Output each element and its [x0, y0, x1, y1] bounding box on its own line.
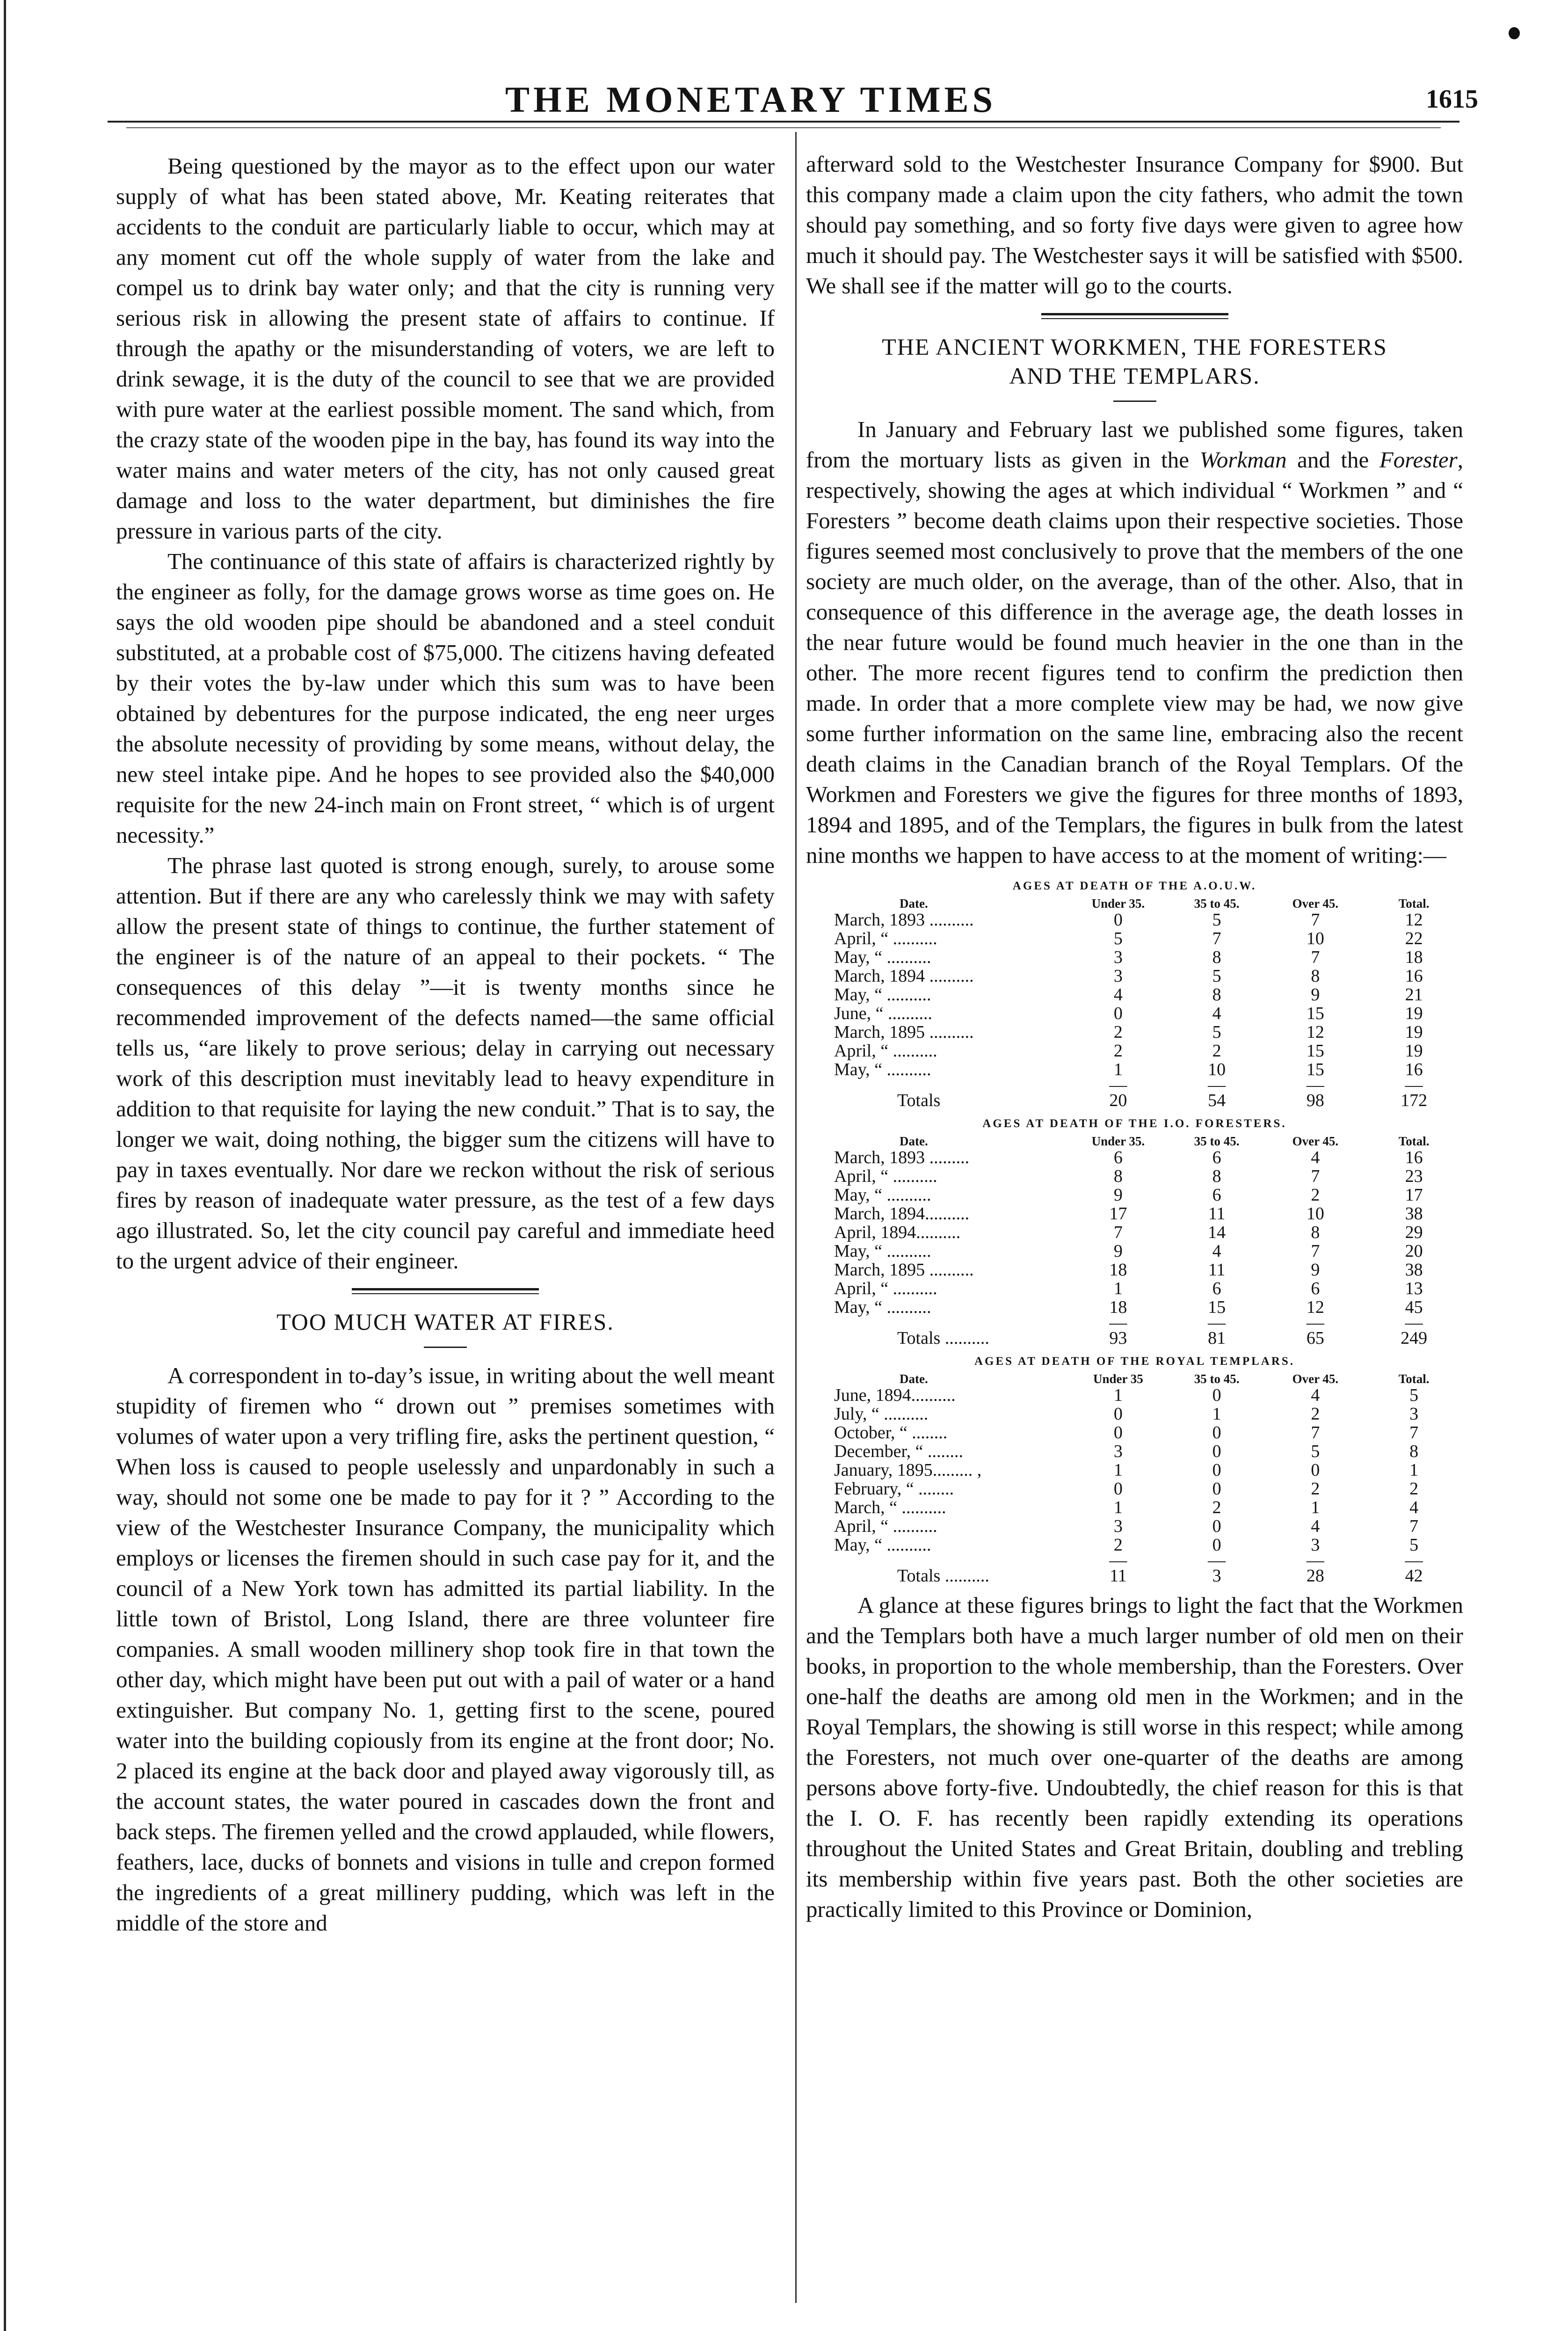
total-value: 249: [1401, 1328, 1428, 1348]
total-value: 98: [1306, 1091, 1324, 1110]
cell-value: 8: [1212, 985, 1221, 1005]
column-rule: [795, 132, 797, 2303]
cell-value: 0: [1212, 1460, 1221, 1480]
rule-cell: —: [1109, 1313, 1127, 1333]
publication-name: Forester: [1379, 447, 1458, 473]
row-date: October, “ ........: [834, 1423, 948, 1442]
rule-cell: —: [1306, 1551, 1324, 1570]
column-header: Date.: [900, 1372, 928, 1386]
cell-value: 4: [1409, 1498, 1419, 1517]
cell-value: 18: [1405, 947, 1423, 967]
text-run: In January and February last we published some figures, taken from the mortuary lists as given in the: [806, 416, 1463, 473]
cell-value: 3: [1113, 1516, 1123, 1536]
row-date: March, “ ..........: [834, 1498, 946, 1517]
total-value: 42: [1405, 1566, 1423, 1586]
column-header: Under 35.: [1091, 1134, 1145, 1148]
cell-value: 5: [1113, 929, 1123, 948]
cell-value: 22: [1405, 929, 1423, 948]
row-date: March, 1894..........: [834, 1204, 970, 1224]
table-header-row: [806, 1134, 1463, 1148]
cell-value: 5: [1311, 1442, 1320, 1461]
page-number: 1615: [1426, 85, 1478, 114]
cell-value: 0: [1311, 1460, 1320, 1480]
column-header: Under 35.: [1091, 896, 1145, 911]
cell-value: 16: [1405, 1148, 1423, 1167]
totals-row: [806, 1091, 1463, 1110]
rule-cell: —: [1208, 1313, 1226, 1333]
cell-value: 1: [1113, 1385, 1123, 1405]
heading-rule: [424, 1347, 467, 1348]
table-row: [806, 985, 1463, 1004]
cell-value: 7: [1311, 1241, 1320, 1261]
rule-cell: —: [1405, 1313, 1423, 1333]
table-row: [806, 1060, 1463, 1079]
ink-blot: [1509, 27, 1520, 39]
table-row: [806, 1242, 1463, 1260]
article-heading: TOO MUCH WATER AT FIRES.: [276, 1309, 614, 1335]
table-row: [806, 1204, 1463, 1223]
cell-value: 4: [1311, 1516, 1320, 1536]
row-date: December, “ ........: [834, 1442, 963, 1461]
table-row: [806, 1023, 1463, 1042]
cell-value: 8: [1311, 966, 1320, 986]
cell-value: 17: [1109, 1204, 1127, 1224]
total-value: 3: [1212, 1566, 1221, 1586]
totals-rule-row: [806, 1079, 1463, 1091]
mortality-tables: [806, 878, 1463, 1585]
rule-cell: —: [1109, 1075, 1127, 1095]
article-heading: [806, 332, 1463, 390]
row-date: April, 1894..........: [834, 1223, 961, 1242]
text-run: , respectively, showing the ages at which individual “ Workmen ” and “ Foresters ” become death claims upon their respective societies. Those figures seemed most conclusively to prove that the members of the one society are much older, on the average, than of the other. Also, that in consequence of this difference in the average age, the death losses in the near future would be found much heavier in the one than in the other. The more recent figures tend to confirm the prediction then made. In order that a more complete view may be had, we now give some further information on the same line, embracing also the recent death claims in the Canadian branch of the Royal Templars. Of the Workmen and Foresters we give the figures for three months of 1893, 1894 and 1895, and of the Templars, the figures in bulk from the latest nine months we happen to have access to at the moment of writing:—: [806, 447, 1463, 868]
table-row: [806, 1148, 1463, 1167]
cell-value: 11: [1208, 1260, 1226, 1280]
cell-value: 2: [1113, 1041, 1123, 1061]
masthead: THE MONETARY TIMES: [505, 79, 996, 120]
rule-cell: —: [1405, 1551, 1423, 1570]
cell-value: 1: [1113, 1460, 1123, 1480]
cell-value: 5: [1212, 1022, 1221, 1042]
cell-value: 10: [1208, 1060, 1226, 1079]
cell-value: 2: [1212, 1041, 1221, 1061]
cell-value: 29: [1405, 1223, 1423, 1242]
rule-cell: [806, 1317, 1069, 1329]
totals-label: Totals ..........: [897, 1328, 989, 1348]
cell-value: 38: [1405, 1204, 1423, 1224]
cell-value: 6: [1212, 1185, 1221, 1205]
total-value: 54: [1208, 1091, 1226, 1110]
rule-cell: [806, 1554, 1069, 1566]
cell-value: 7: [1311, 947, 1320, 967]
cell-value: 7: [1311, 1423, 1320, 1442]
column-header: Over 45.: [1292, 1134, 1339, 1148]
total-value: 81: [1208, 1328, 1226, 1348]
column-header: Total.: [1398, 1134, 1430, 1148]
totals-rule-row: [806, 1317, 1463, 1329]
cell-value: 8: [1311, 1223, 1320, 1242]
cell-value: 9: [1113, 1241, 1123, 1261]
cell-value: 6: [1212, 1148, 1221, 1167]
cell-value: 17: [1405, 1185, 1423, 1205]
cell-value: 0: [1212, 1479, 1221, 1499]
cell-value: 5: [1212, 966, 1221, 986]
cell-value: 16: [1405, 966, 1423, 986]
publication-name: Workman: [1199, 447, 1287, 473]
cell-value: 4: [1212, 1004, 1221, 1023]
cell-value: 23: [1405, 1166, 1423, 1186]
cell-value: 0: [1212, 1423, 1221, 1442]
row-date: April, “ ..........: [834, 1516, 937, 1536]
right-column: [806, 149, 1463, 1924]
paragraph: The phrase last quoted is strong enough, surely, to arouse some attention. But if there are any who carelessly think we may with safety allow the present state of things to continue, the further statement of the engineer is of the nature of an appeal to their pockets. “ The consequences of this delay ”—it is twenty months since he recommended improvement of the defects named—the same official tells us, “are likely to prove serious; delay in carrying out necessary work of this description must inevitably lead to heavy expenditure in addition to that requisite for laying the new conduit.” That is to say, the longer we wait, doing nothing, the bigger sum the citizens will have to pay in taxes eventually. Nor dare we reckon without the risk of serious fires by reason of inadequate water pressure, as the test of a few days ago illustrated. So, let the city council pay careful and immediate heed to the urgent advice of their engineer.: [116, 852, 775, 1274]
cell-value: 19: [1405, 1041, 1423, 1061]
heading-rule: [1113, 401, 1156, 402]
row-date: June, 1894..........: [834, 1385, 956, 1405]
table-row: [806, 1423, 1463, 1442]
table-row: [806, 929, 1463, 948]
row-date: May, “ ..........: [834, 947, 931, 967]
rule-cell: —: [1208, 1551, 1226, 1570]
row-date: June, “ ..........: [834, 1004, 933, 1023]
table-row: [806, 1167, 1463, 1186]
cell-value: 3: [1113, 1442, 1123, 1461]
cell-value: 3: [1113, 947, 1123, 967]
cell-value: 5: [1212, 910, 1221, 930]
paragraph: afterward sold to the Westchester Insurance Company for $900. But this company made a claim upon the city fathers, who admit the town should pay something, and so forty five days were given to agree how much it should pay. The Westchester says it will be satisfied with $500. We shall see if the matter will go to the courts.: [806, 151, 1463, 299]
row-date: April, “ ..........: [834, 1279, 937, 1298]
cell-value: 11: [1208, 1204, 1226, 1224]
cell-value: 5: [1409, 1535, 1419, 1555]
table-row: [806, 1536, 1463, 1554]
cell-value: 12: [1306, 1297, 1324, 1317]
cell-value: 4: [1212, 1241, 1221, 1261]
row-date: April, “ ..........: [834, 929, 937, 948]
row-date: March, 1895 ..........: [834, 1022, 974, 1042]
total-value: 93: [1109, 1328, 1127, 1348]
column-header: Date.: [900, 896, 928, 911]
cell-value: 20: [1405, 1241, 1423, 1261]
row-date: March, 1893 ..........: [834, 910, 974, 930]
row-date: May, “ ..........: [834, 1535, 931, 1555]
row-date: May, “ ..........: [834, 1060, 931, 1079]
row-date: March, 1895 ..........: [834, 1260, 974, 1280]
table-row: [806, 1405, 1463, 1423]
cell-value: 0: [1212, 1535, 1221, 1555]
cell-value: 0: [1113, 1004, 1123, 1023]
cell-value: 21: [1405, 985, 1423, 1005]
total-value: 172: [1401, 1091, 1428, 1110]
table-row: [806, 1298, 1463, 1317]
table-row: [806, 1279, 1463, 1298]
total-value: 28: [1306, 1566, 1324, 1586]
cell-value: 7: [1409, 1516, 1419, 1536]
column-header: Over 45.: [1292, 896, 1339, 911]
total-value: 20: [1109, 1091, 1127, 1110]
row-date: May, “ ..........: [834, 1241, 931, 1261]
cell-value: 7: [1113, 1223, 1123, 1242]
paragraph: A glance at these figures brings to light the fact that the Workmen and the Templars both have a much larger number of old men on their books, in proportion to the whole membership, than the Foresters. Over one-half the deaths are among old men in the Workmen; and in the Royal Templars, the showing is still worse in this respect; while among the Foresters, not much over one-quarter of the deaths are among persons above forty-five. Undoubtedly, the chief reason for this is that the I. O. F. has recently been rapidly extending its operations throughout the United States and Great Britain, doubling and trebling its membership within five years past. Both the other societies are practically limited to this Province or Dominion,: [806, 1592, 1463, 1922]
row-date: July, “ ..........: [834, 1404, 929, 1424]
cell-value: 7: [1409, 1423, 1419, 1442]
table-row: [806, 1461, 1463, 1479]
cell-value: 7: [1311, 910, 1320, 930]
cell-value: 8: [1409, 1442, 1419, 1461]
cell-value: 3: [1113, 966, 1123, 986]
table-row: [806, 1260, 1463, 1279]
cell-value: 4: [1311, 1385, 1320, 1405]
cell-value: 1: [1409, 1460, 1419, 1480]
cell-value: 3: [1311, 1535, 1320, 1555]
row-date: March, 1893 .........: [834, 1148, 970, 1167]
left-column: [116, 151, 775, 1938]
rule-cell: —: [1306, 1075, 1324, 1095]
cell-value: 13: [1405, 1279, 1423, 1298]
cell-value: 9: [1311, 1260, 1320, 1280]
cell-value: 0: [1113, 1423, 1123, 1442]
cell-value: 14: [1208, 1223, 1226, 1242]
column-header: 35 to 45.: [1194, 896, 1240, 911]
cell-value: 4: [1113, 985, 1123, 1005]
paragraph: Being questioned by the mayor as to the effect upon our water supply of what has been stated above, Mr. Keating reiterates that accidents to the conduit are particularly liable to occur, which may at any moment cut off the whole supply of water from the lake and compel us to drink bay water only; and that the city is running very serious risk in allowing the present state of affairs to continue. If through the apathy or the misunderstanding of voters, we are left to drink sewage, it is the duty of the council to see that we are provided with pure water at the earliest possible moment. The sand which, from the crazy state of the wooden pipe in the bay, has found its way into the water mains and water meters of the city, has not only caused great damage and loss to the water department, but diminishes the fire pressure in various parts of the city.: [116, 153, 775, 544]
cell-value: 15: [1208, 1297, 1226, 1317]
cell-value: 16: [1405, 1060, 1423, 1079]
table-title: AGES AT DEATH OF THE A.O.U.W.: [1012, 880, 1257, 892]
cell-value: 9: [1311, 985, 1320, 1005]
cell-value: 7: [1311, 1166, 1320, 1186]
row-date: February, “ ........: [834, 1479, 954, 1499]
cell-value: 15: [1306, 1004, 1324, 1023]
cell-value: 4: [1311, 1148, 1320, 1167]
cell-value: 2: [1311, 1404, 1320, 1424]
table-title: AGES AT DEATH OF THE ROYAL TEMPLARS.: [974, 1355, 1295, 1368]
cell-value: 8: [1113, 1166, 1123, 1186]
row-date: May, “ ..........: [834, 985, 931, 1005]
cell-value: 5: [1409, 1385, 1419, 1405]
table-row: [806, 1004, 1463, 1023]
cell-value: 6: [1212, 1279, 1221, 1298]
cell-value: 1: [1113, 1498, 1123, 1517]
cell-value: 0: [1113, 910, 1123, 930]
column-header: Under 35: [1093, 1372, 1143, 1386]
article-heading-line: THE ANCIENT WORKMEN, THE FORESTERS: [882, 334, 1387, 360]
totals-rule-row: [806, 1554, 1463, 1566]
cell-value: 1: [1113, 1279, 1123, 1298]
cell-value: 8: [1212, 947, 1221, 967]
cell-value: 6: [1311, 1279, 1320, 1298]
cell-value: 18: [1109, 1297, 1127, 1317]
cell-value: 0: [1212, 1516, 1221, 1536]
row-date: April, “ ..........: [834, 1166, 937, 1186]
ages-table: [806, 1134, 1463, 1348]
table-row: [806, 967, 1463, 985]
table-row: [806, 1386, 1463, 1405]
cell-value: 19: [1405, 1022, 1423, 1042]
row-date: March, 1894 ..........: [834, 966, 974, 986]
table-title: AGES AT DEATH OF THE I.O. FORESTERS.: [982, 1117, 1287, 1130]
cell-value: 9: [1113, 1185, 1123, 1205]
table-header-row: [806, 1372, 1463, 1386]
cell-value: 1: [1212, 1404, 1221, 1424]
cell-value: 38: [1405, 1260, 1423, 1280]
table-row: [806, 911, 1463, 929]
totals-label: Totals ..........: [897, 1566, 989, 1586]
table-row: [806, 1186, 1463, 1204]
ages-table: [806, 1372, 1463, 1585]
totals-row: [806, 1329, 1463, 1348]
section-separator: [1041, 313, 1228, 319]
table-row: [806, 1479, 1463, 1498]
table-row: [806, 948, 1463, 967]
total-value: 11: [1110, 1566, 1127, 1586]
cell-value: 2: [1113, 1535, 1123, 1555]
table-row: [806, 1517, 1463, 1536]
cell-value: 1: [1311, 1498, 1320, 1517]
cell-value: 0: [1113, 1404, 1123, 1424]
paragraph: [806, 414, 1463, 870]
cell-value: 1: [1113, 1060, 1123, 1079]
cell-value: 6: [1113, 1148, 1123, 1167]
cell-value: 2: [1311, 1479, 1320, 1499]
rule-cell: —: [1405, 1075, 1423, 1095]
cell-value: 8: [1212, 1166, 1221, 1186]
cell-value: 7: [1212, 929, 1221, 948]
cell-value: 2: [1113, 1022, 1123, 1042]
row-date: April, “ ..........: [834, 1041, 937, 1061]
cell-value: 2: [1212, 1498, 1221, 1517]
table-row: [806, 1442, 1463, 1461]
cell-value: 0: [1113, 1479, 1123, 1499]
column-header: Date.: [900, 1134, 928, 1148]
cell-value: 45: [1405, 1297, 1423, 1317]
header-rule-thin: [126, 127, 1441, 128]
cell-value: 10: [1306, 929, 1324, 948]
paragraph: The continuance of this state of affairs is characterized rightly by the engineer as folly, for the damage grows worse as time goes on. He says the old wooden pipe should be abandoned and a steel conduit substituted, at a probable cost of $75,000. The citizens having defeated by their votes the by-law under which this sum was to have been obtained by debentures for the purpose indicated, the eng neer urges the absolute necessity of providing by some means, without delay, the new steel intake pipe. And he hopes to see provided also the $40,000 requisite for the new 24-inch main on Front street, “ which is of urgent necessity.”: [116, 548, 775, 848]
cell-value: 0: [1212, 1385, 1221, 1405]
paragraph: A correspondent in to-day’s issue, in writing about the well meant stupidity of firemen who “ drown out ” premises sometimes with volumes of water upon a very trifling fire, asks the pertinent question, “ When loss is caused to people uselessly and unpardonably in such a way, should not some one be made to pay for it ? ” According to the view of the Westchester Insurance Company, the municipality which employs or licenses the firemen should in such case pay for it, and the council of a New York town has admitted its partial liability. In the little town of Bristol, Long Island, there are three volunteer fire companies. A small wooden millinery shop took fire in that town the other day, which might have been put out with a pail of water or a hand extinguisher. But company No. 1, getting first to the scene, poured water into the building copiously from its engine at the front door; No. 2 placed its engine at the back door and played away vigorously till, as the account states, the water poured in cascades down the front and back steps. The firemen yelled and the crowd applauded, while flowers, feathers, lace, ducks of bonnets and visions in tulle and crepon formed the ingredients of a great millinery pudding, which was left in the middle of the store and: [116, 1362, 775, 1936]
column-header: Over 45.: [1292, 1372, 1339, 1386]
row-date: January, 1895......... ,: [834, 1460, 982, 1480]
column-header: 35 to 45.: [1194, 1134, 1240, 1148]
row-date: May, “ ..........: [834, 1297, 931, 1317]
table-row: [806, 1042, 1463, 1060]
page-edge-shadow: [4, 0, 6, 2331]
table-header-row: [806, 896, 1463, 911]
cell-value: 10: [1306, 1204, 1324, 1224]
cell-value: 3: [1409, 1404, 1419, 1424]
cell-value: 12: [1306, 1022, 1324, 1042]
section-separator: [352, 1288, 539, 1294]
column-header: 35 to 45.: [1194, 1372, 1240, 1386]
table-row: [806, 1223, 1463, 1242]
cell-value: 2: [1311, 1185, 1320, 1205]
cell-value: 19: [1405, 1004, 1423, 1023]
cell-value: 15: [1306, 1041, 1324, 1061]
article-heading-line: AND THE TEMPLARS.: [1009, 363, 1260, 389]
table-row: [806, 1498, 1463, 1517]
cell-value: 2: [1409, 1479, 1419, 1499]
totals-label: Totals: [897, 1091, 941, 1110]
ages-table: [806, 896, 1463, 1110]
cell-value: 18: [1109, 1260, 1127, 1280]
totals-row: [806, 1566, 1463, 1585]
column-header: Total.: [1398, 896, 1430, 911]
cell-value: 12: [1405, 910, 1423, 930]
cell-value: 15: [1306, 1060, 1324, 1079]
rule-cell: [806, 1079, 1069, 1091]
rule-cell: —: [1306, 1313, 1324, 1333]
rule-cell: —: [1208, 1075, 1226, 1095]
total-value: 65: [1306, 1328, 1324, 1348]
header-rule: [108, 121, 1459, 123]
column-header: Total.: [1398, 1372, 1430, 1386]
cell-value: 0: [1212, 1442, 1221, 1461]
text-run: and the: [1286, 447, 1379, 473]
rule-cell: —: [1109, 1551, 1127, 1570]
row-date: May, “ ..........: [834, 1185, 931, 1205]
